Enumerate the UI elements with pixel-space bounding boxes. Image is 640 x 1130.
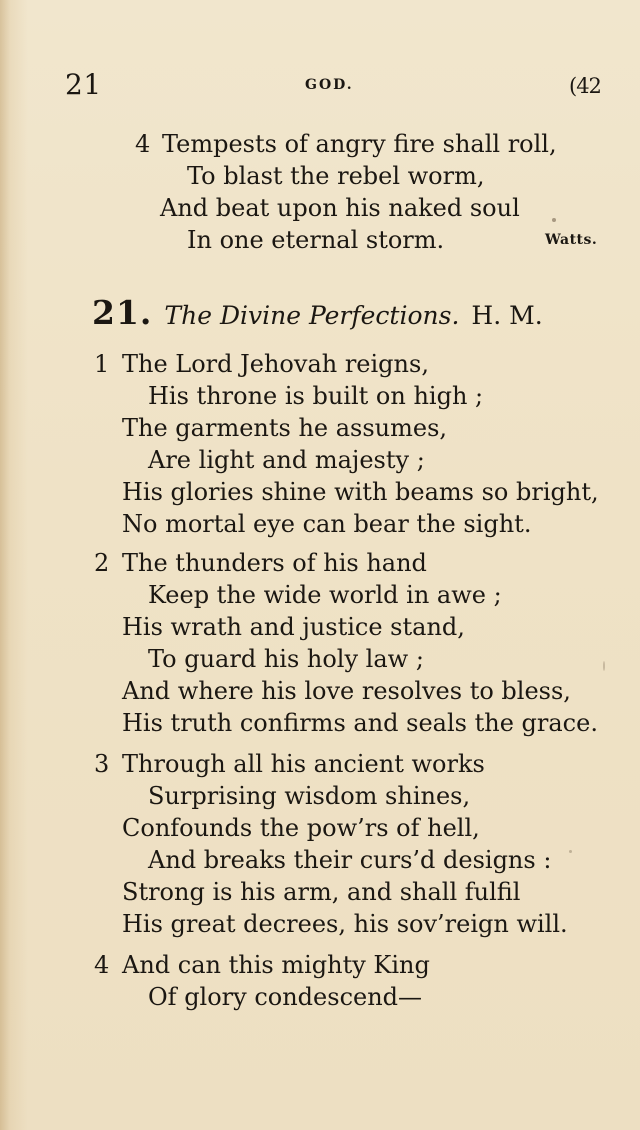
verse-line: To guard his holy law ; — [148, 645, 424, 673]
verse-line: His glories shine with beams so bright, — [122, 478, 599, 506]
verse-line: Confounds the pow’rs of hell, — [122, 814, 480, 842]
verse-line: To blast the rebel worm, — [187, 162, 485, 190]
verse-line: Tempests of angry fire shall roll, — [162, 130, 557, 158]
running-head: GOD. — [305, 77, 354, 93]
verse-line: The garments he assumes, — [122, 414, 448, 442]
stanza-number: 4 — [94, 951, 110, 979]
side-mark: (42 — [569, 74, 601, 98]
paper-speck — [569, 850, 572, 853]
verse-line: His throne is built on high ; — [148, 382, 484, 410]
verse-line: His great decrees, his sov’reign will. — [122, 910, 568, 938]
paper-speck — [552, 218, 556, 222]
verse-line: His truth confirms and seals the grace. — [122, 709, 598, 737]
verse-line: In one eternal storm. — [187, 226, 445, 254]
verse-line: Surprising wisdom shines, — [148, 782, 471, 810]
verse-line: Are light and majesty ; — [148, 446, 425, 474]
stanza-number: 1 — [94, 350, 110, 378]
hymn-heading — [92, 293, 543, 337]
verse-line: The Lord Jehovah reigns, — [122, 350, 429, 378]
hymn-meter: H. M. — [471, 301, 543, 330]
page-number: 21 — [65, 68, 102, 101]
verse-line: And where his love resolves to bless, — [122, 677, 571, 705]
hymn-number: 21. — [92, 293, 153, 332]
verse-line: And breaks their curs’d designs : — [148, 846, 552, 874]
verse-line: Of glory condescend— — [148, 983, 423, 1011]
verse-line: Keep the wide world in awe ; — [148, 581, 502, 609]
verse-line: No mortal eye can bear the sight. — [122, 510, 532, 538]
stanza-number: 3 — [94, 750, 110, 778]
verse-line: And beat upon his naked soul — [160, 194, 520, 222]
stanza-number: 4 — [135, 130, 151, 158]
hymn-title: The Divine Perfections. — [164, 301, 460, 330]
verse-line: Strong is his arm, and shall fulfil — [122, 878, 521, 906]
author-attribution: Watts. — [545, 232, 598, 248]
verse-line: And can this mighty King — [122, 951, 430, 979]
paper-speck — [603, 661, 605, 671]
verse-line: The thunders of his hand — [122, 549, 427, 577]
verse-line: His wrath and justice stand, — [122, 613, 465, 641]
verse-line: Through all his ancient works — [122, 750, 485, 778]
stanza-number: 2 — [94, 549, 110, 577]
page-header — [0, 60, 640, 108]
